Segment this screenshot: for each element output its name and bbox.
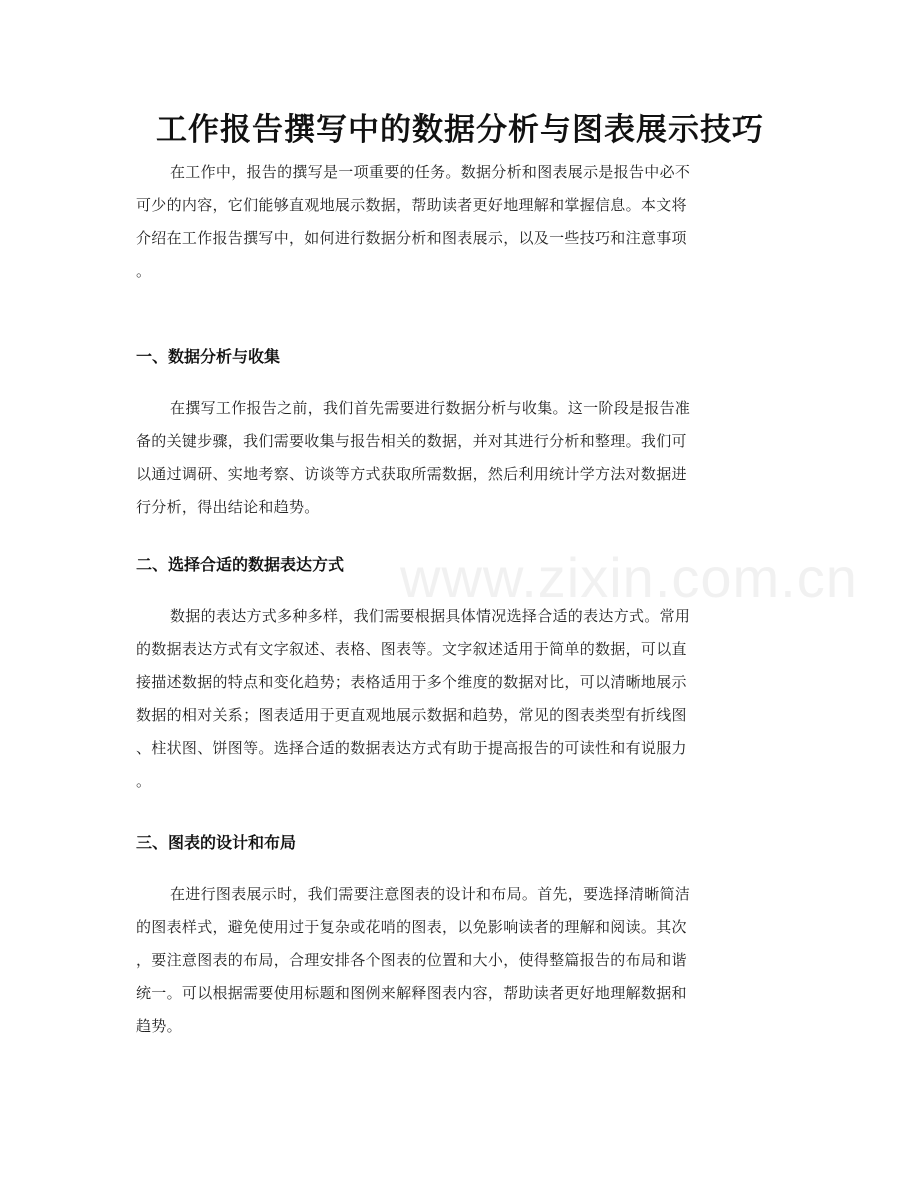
paragraph-line: 备的关键步骤，我们需要收集与报告相关的数据，并对其进行分析和整理。我们可: [136, 432, 687, 450]
paragraph-line: 。: [136, 772, 152, 790]
paragraph-line: 、柱状图、饼图等。选择合适的数据表达方式有助于提高报告的可读性和有说服力: [136, 739, 687, 757]
intro-paragraph: [136, 156, 784, 288]
paragraph-line: 的图表样式，避免使用过于复杂或花哨的图表，以免影响读者的理解和阅读。其次: [136, 918, 687, 936]
paragraph-line: ，要注意图表的布局，合理安排各个图表的位置和大小，使得整篇报告的布局和谐: [136, 951, 687, 969]
paragraph-line: 行分析，得出结论和趋势。: [136, 498, 320, 516]
paragraph-line: 可少的内容，它们能够直观地展示数据，帮助读者更好地理解和掌握信息。本文将: [136, 196, 687, 214]
paragraph-line: 在进行图表展示时，我们需要注意图表的设计和布局。首先，要选择清晰简洁: [170, 885, 691, 903]
section-heading-3: 三、图表的设计和布局: [136, 833, 297, 852]
paragraph-line: 趋势。: [136, 1017, 182, 1035]
section-2-paragraph: [136, 600, 784, 798]
document-title: 工作报告撰写中的数据分析与图表展示技巧: [156, 112, 764, 148]
paragraph-line: 数据的相对关系；图表适用于更直观地展示数据和趋势，常见的图表类型有折线图: [136, 706, 687, 724]
paragraph-line: 在撰写工作报告之前，我们首先需要进行数据分析与收集。这一阶段是报告准: [170, 399, 691, 417]
paragraph-line: 以通过调研、实地考察、访谈等方式获取所需数据，然后利用统计学方法对数据进: [136, 465, 687, 483]
paragraph-line: 。: [136, 262, 152, 280]
section-3-paragraph: [136, 878, 784, 1043]
paragraph-line: 的数据表达方式有文字叙述、表格、图表等。文字叙述适用于简单的数据，可以直: [136, 640, 687, 658]
paragraph-line: 接描述数据的特点和变化趋势；表格适用于多个维度的数据对比，可以清晰地展示: [136, 673, 687, 691]
paragraph-line: 在工作中，报告的撰写是一项重要的任务。数据分析和图表展示是报告中必不: [170, 163, 691, 181]
watermark: www.zixin.com.cn: [400, 546, 858, 609]
paragraph-line: 数据的表达方式多种多样，我们需要根据具体情况选择合适的表达方式。常用: [170, 607, 691, 625]
paragraph-line: 统一。可以根据需要使用标题和图例来解释图表内容，帮助读者更好地理解数据和: [136, 984, 687, 1002]
paragraph-line: 介绍在工作报告撰写中，如何进行数据分析和图表展示，以及一些技巧和注意事项: [136, 229, 687, 247]
section-1-paragraph: [136, 392, 784, 524]
section-heading-1: 一、数据分析与收集: [136, 347, 281, 366]
section-heading-2: 二、选择合适的数据表达方式: [136, 555, 345, 574]
